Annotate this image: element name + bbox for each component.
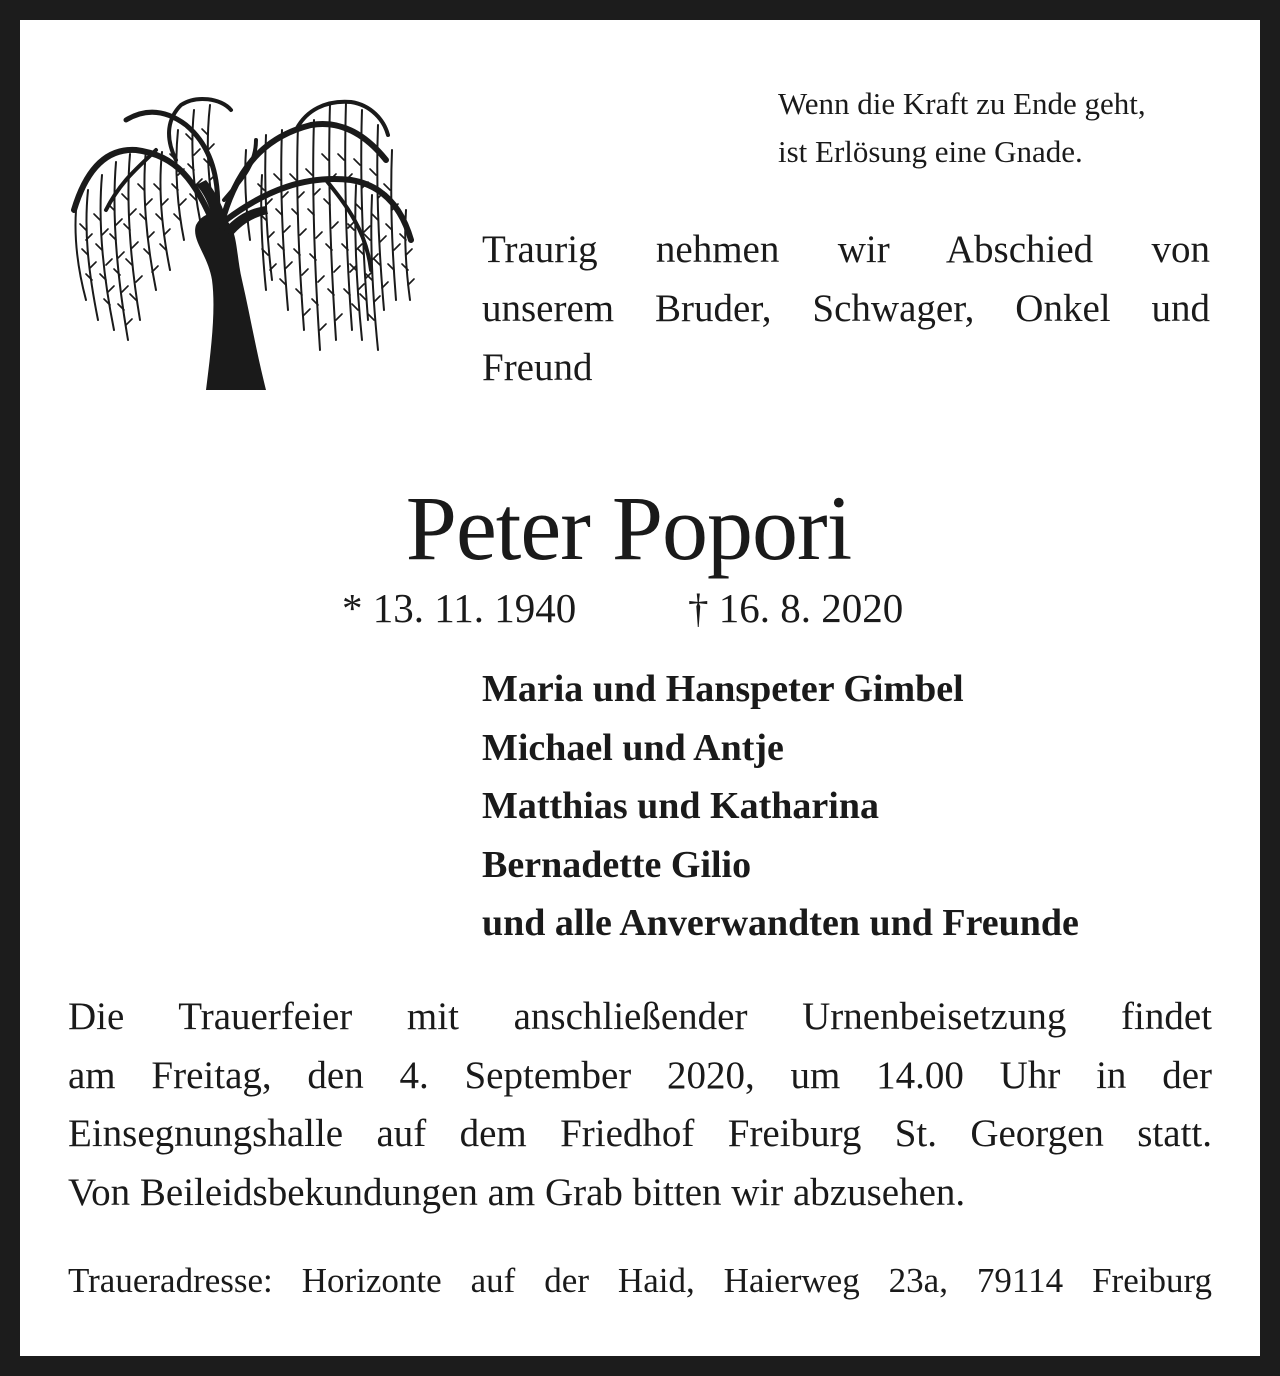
mourner-entry: Maria und Hanspeter Gimbel (482, 668, 964, 710)
mourning-address: Traueradresse: Horizonte auf der Haid, Haierweg 23a, 79114 Freiburg (68, 1261, 1212, 1300)
ceremony-line: Von Beileidsbekundungen am Grab bitten wir abzusehen. (68, 1170, 966, 1214)
death-date: † 16. 8. 2020 (688, 585, 904, 631)
mourner-entry: Michael und Antje (482, 726, 784, 769)
intro-text (482, 220, 1210, 397)
intro-line: unserem Bruder, Schwager, Onkel und (482, 287, 1210, 330)
ceremony-line: Einsegnungshalle auf dem Friedhof Freiburg St. Georgen statt. (68, 1112, 1212, 1155)
mourners-list (482, 660, 1222, 953)
motto-quote (778, 80, 1218, 176)
birth-date: * 13. 11. 1940 (342, 585, 577, 631)
mourner-entry: Matthias und Katharina (482, 785, 879, 827)
motto-line: ist Erlösung eine Gnade. (778, 134, 1083, 169)
deceased-name: Peter Popori (405, 477, 852, 579)
mourner-entry: Bernadette Gilio (482, 843, 752, 886)
intro-line: Traurig nehmen wir Abschied von (482, 228, 1210, 271)
ceremony-details (68, 988, 1212, 1222)
ceremony-line: Die Trauerfeier mit anschließender Urnenbeisetzung findet (68, 995, 1212, 1038)
weeping-willow-icon (66, 80, 416, 390)
obituary-notice (20, 20, 1260, 1356)
ceremony-line: am Freitag, den 4. September 2020, um 14.00 Uhr in der (68, 1053, 1212, 1097)
motto-line: Wenn die Kraft zu Ende geht, (778, 86, 1146, 121)
mourner-entry: und alle Anverwandten und Freunde (482, 902, 1079, 944)
intro-line: Freund (482, 346, 593, 389)
